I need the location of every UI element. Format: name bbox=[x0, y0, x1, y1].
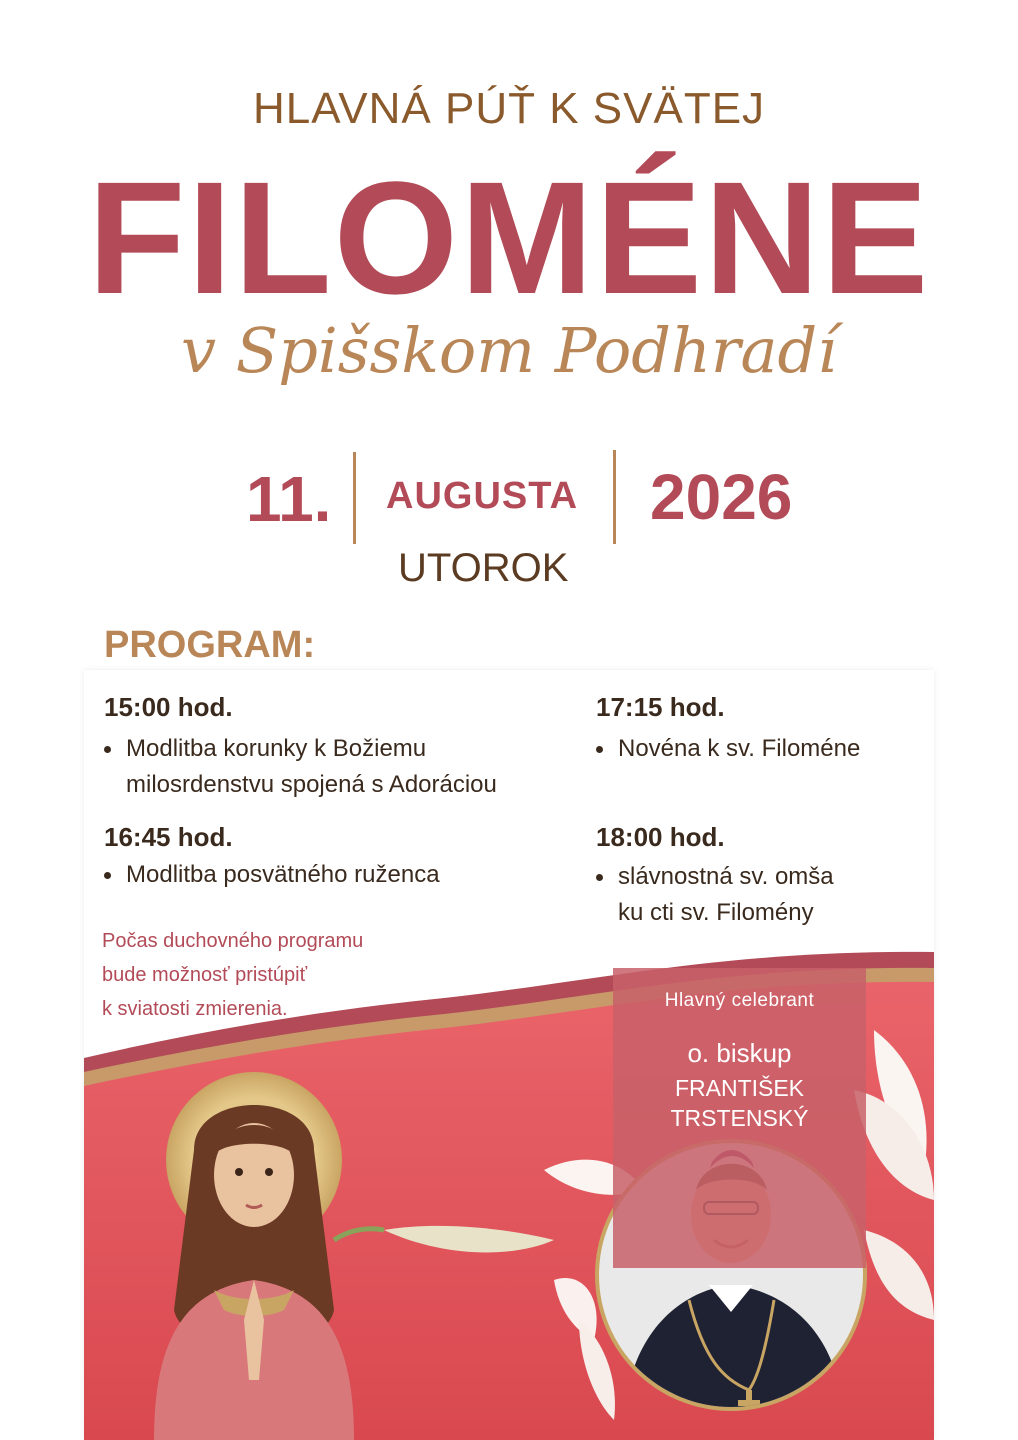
date-weekday: UTOROK bbox=[398, 546, 569, 590]
event-subtitle: HLAVNÁ PÚŤ K SVÄTEJ bbox=[252, 84, 766, 133]
celebrant-card bbox=[613, 968, 866, 1268]
slot-item-line: milosrdenstvu spojená s Adoráciou bbox=[126, 771, 497, 798]
program-slot bbox=[596, 822, 916, 931]
celebrant-last-name: TRSTENSKÝ bbox=[670, 1105, 809, 1131]
program-slot bbox=[104, 692, 574, 803]
date-divider-right bbox=[613, 450, 616, 544]
slot-item: Novéna k sv. Filoméne bbox=[596, 731, 916, 767]
slot-item: Modlitba posvätného ruženca bbox=[104, 857, 574, 893]
slot-time: 18:00 hod. bbox=[596, 822, 725, 852]
slot-time: 15:00 hod. bbox=[104, 692, 233, 722]
saint-filomena-illustration bbox=[154, 1072, 354, 1440]
celebrant-first-name: FRANTIŠEK bbox=[674, 1075, 805, 1101]
program-slot bbox=[104, 822, 574, 893]
slot-item-line: ku cti sv. Filomény bbox=[618, 899, 814, 926]
note-line: Počas duchovného programu bbox=[102, 930, 364, 952]
celebrant-label: Hlavný celebrant bbox=[664, 990, 815, 1011]
event-place: v Spišskom Podhradí bbox=[180, 314, 838, 387]
program-slot bbox=[596, 692, 916, 767]
slot-time: 16:45 hod. bbox=[104, 822, 233, 852]
date-divider-left bbox=[353, 452, 356, 544]
note-line: k sviatosti zmierenia. bbox=[102, 998, 288, 1020]
celebrant-title: o. biskup bbox=[687, 1038, 792, 1068]
slot-item bbox=[104, 731, 574, 803]
program-heading: PROGRAM: bbox=[104, 624, 316, 666]
slot-time: 17:15 hod. bbox=[596, 692, 725, 722]
celebrant-name bbox=[613, 1073, 866, 1133]
event-title: FILOMÉNE bbox=[87, 148, 931, 327]
note-line: bude možnosť pristúpiť bbox=[102, 964, 308, 986]
slot-item-line: slávnostná sv. omša bbox=[618, 863, 834, 890]
slot-item bbox=[596, 859, 916, 931]
date-month: AUGUSTA bbox=[386, 475, 579, 517]
date-day: 11. bbox=[246, 463, 332, 535]
slot-item-line: Modlitba korunky k Božiemu bbox=[126, 735, 427, 762]
date-year: 2026 bbox=[650, 461, 793, 533]
